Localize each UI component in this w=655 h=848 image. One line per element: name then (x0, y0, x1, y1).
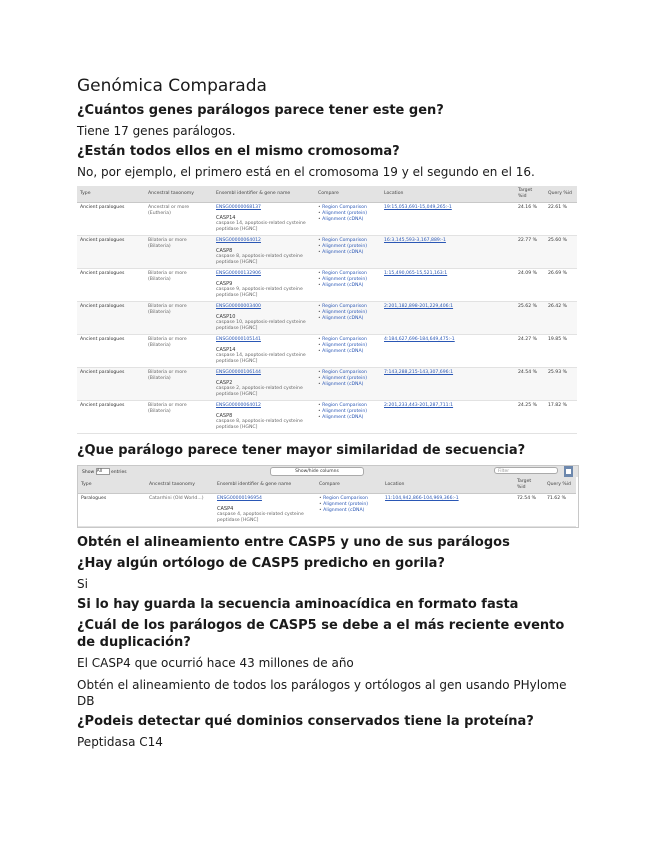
compare-link[interactable]: • Alignment (cDNA) (318, 349, 378, 355)
column-header[interactable]: Query %id (545, 186, 577, 203)
compare-link[interactable]: • Alignment (protein) (318, 244, 378, 250)
gene-name: CASP8 (216, 248, 233, 254)
column-header[interactable]: Ancestral taxonomy (145, 186, 213, 203)
location-link[interactable]: 16:3,145,593-3,167,889:-1 (384, 238, 446, 243)
taxonomy-cell: Bilateria or more (Bilateria) (145, 335, 213, 368)
taxonomy-cell: Bilateria or more (Bilateria) (145, 236, 213, 269)
identifier-cell (213, 269, 315, 302)
document-page (77, 74, 577, 750)
table-row (77, 203, 577, 236)
query-id-cell: 26.69 % (545, 269, 577, 302)
location-link[interactable]: 4:184,627,696-184,649,475:-1 (384, 337, 455, 342)
table-row (77, 401, 577, 434)
gene-name: CASP8 (216, 413, 233, 419)
location-cell (381, 401, 515, 434)
identifier-cell (213, 236, 315, 269)
gene-id-link[interactable]: ENSG00000106144 (216, 370, 261, 375)
target-id-cell: 24.54 % (515, 368, 545, 401)
location-link[interactable]: 7:143,288,215-143,307,696:1 (384, 370, 454, 375)
question-1: ¿Cuántos genes parálogos parece tener este gen? (77, 103, 444, 118)
location-cell (381, 269, 515, 302)
type-cell: Ancient paralogues (77, 269, 145, 302)
query-id-cell: 19.85 % (545, 335, 577, 368)
taxonomy-cell: Bilateria or more (Bilateria) (145, 269, 213, 302)
location-link[interactable]: 11:104,942,866-104,969,366:-1 (385, 496, 459, 501)
compare-link[interactable]: • Region Comparison (318, 304, 378, 310)
compare-link[interactable]: • Alignment (protein) (318, 409, 378, 415)
compare-cell (315, 335, 381, 368)
gene-description: caspase 9, apoptosis-related cysteine peptidase [HGNC] (216, 287, 303, 298)
type-cell: Paralogues (78, 494, 146, 527)
identifier-cell (213, 368, 315, 401)
location-link[interactable]: 2:201,233,443-201,287,711:1 (384, 403, 454, 408)
compare-link[interactable]: • Alignment (cDNA) (318, 250, 378, 256)
compare-link[interactable]: • Alignment (protein) (318, 343, 378, 349)
target-id-cell: 24.09 % (515, 269, 545, 302)
compare-cell (315, 368, 381, 401)
column-header[interactable]: Target %id (515, 186, 545, 203)
table-row (77, 302, 577, 335)
compare-link[interactable]: • Alignment (protein) (318, 376, 378, 382)
question-4: Obtén el alineamiento entre CASP5 y uno de sus parálogos (77, 535, 510, 550)
identifier-cell (213, 335, 315, 368)
compare-cell (315, 236, 381, 269)
gene-name: CASP9 (216, 281, 233, 287)
compare-link[interactable]: • Region Comparison (318, 205, 378, 211)
question-2: ¿Están todos ellos en el mismo cromosoma? (77, 144, 400, 159)
entries-control (82, 468, 127, 475)
identifier-cell (213, 203, 315, 236)
compare-cell (315, 302, 381, 335)
target-id-cell: 25.62 % (515, 302, 545, 335)
taxonomy-cell: Bilateria or more (Bilateria) (145, 401, 213, 434)
table-row (78, 494, 576, 527)
question-5: ¿Hay algún ortólogo de CASP5 predicho en gorila? (77, 556, 445, 571)
column-header[interactable]: Ancestral taxonomy (146, 477, 214, 494)
compare-link[interactable]: • Region Comparison (318, 403, 378, 409)
question-6: Si lo hay guarda la secuencia aminoacídica en formato fasta (77, 597, 519, 612)
taxonomy-cell: Ancestral or more (Eutheria) (145, 203, 213, 236)
entries-suffix: entries (111, 470, 127, 475)
column-header[interactable]: Ensembl identifier & gene name (214, 477, 316, 494)
compare-link[interactable]: • Region Comparison (319, 496, 379, 502)
compare-link[interactable]: • Alignment (protein) (318, 211, 378, 217)
taxonomy-cell: Catarrhini (Old World...) (146, 494, 214, 527)
column-header[interactable]: Type (78, 477, 146, 494)
table-row (77, 368, 577, 401)
question-7: ¿Cuál de los parálogos de CASP5 se debe a el más reciente evento de duplicación? (77, 618, 565, 650)
gene-description: caspase 4, apoptosis-related cysteine peptidase [HGNC] (217, 512, 304, 523)
column-header[interactable]: Ensembl identifier & gene name (213, 186, 315, 203)
gene-description: caspase 14, apoptosis-related cysteine peptidase [HGNC] (216, 221, 306, 232)
table-header-row (77, 186, 577, 203)
compare-link[interactable]: • Region Comparison (318, 271, 378, 277)
compare-link[interactable]: • Alignment (protein) (318, 277, 378, 283)
gene-name: CASP10 (216, 314, 236, 320)
column-header[interactable]: Compare (316, 477, 382, 494)
table-row (77, 335, 577, 368)
target-id-cell: 24.27 % (515, 335, 545, 368)
filter-input[interactable]: Filter (494, 467, 558, 474)
identifier-cell (213, 302, 315, 335)
compare-link[interactable]: • Alignment (protein) (319, 502, 379, 508)
location-cell (381, 236, 515, 269)
compare-link[interactable]: • Region Comparison (318, 337, 378, 343)
compare-link[interactable]: • Alignment (protein) (318, 310, 378, 316)
taxonomy-cell: Bilateria or more (Bilateria) (145, 368, 213, 401)
type-cell: Ancient paralogues (77, 401, 145, 434)
compare-cell (315, 269, 381, 302)
table-header-row (78, 477, 576, 494)
entries-select[interactable]: All (96, 468, 110, 475)
show-label: Show (82, 470, 95, 475)
compare-link[interactable]: • Alignment (cDNA) (319, 508, 379, 514)
type-cell: Ancient paralogues (77, 302, 145, 335)
compare-link[interactable]: • Alignment (cDNA) (318, 316, 378, 322)
answer-7: El CASP4 que ocurrió hace 43 millones de año (77, 656, 354, 670)
gene-name: CASP2 (216, 380, 233, 386)
compare-link[interactable]: • Alignment (cDNA) (318, 382, 378, 388)
compare-cell (315, 401, 381, 434)
identifier-cell (214, 494, 316, 527)
location-cell (381, 368, 515, 401)
query-id-cell: 17.82 % (545, 401, 577, 434)
type-cell: Ancient paralogues (77, 335, 145, 368)
gene-id-link[interactable]: ENSG00000105141 (216, 337, 261, 342)
paralogues-table (77, 186, 577, 434)
target-id-cell: 22.77 % (515, 236, 545, 269)
type-cell: Ancient paralogues (77, 236, 145, 269)
gene-id-link[interactable]: ENSG00000003400 (216, 304, 261, 309)
taxonomy-cell: Bilateria or more (Bilateria) (145, 302, 213, 335)
gene-name: CASP4 (217, 506, 234, 512)
compare-link[interactable]: • Region Comparison (318, 238, 378, 244)
gene-id-link[interactable]: ENSG00000068137 (216, 205, 261, 210)
compare-cell (316, 494, 382, 527)
top-paralogue-grid (78, 477, 576, 527)
column-header[interactable]: Compare (315, 186, 381, 203)
gene-description: caspase 2, apoptosis-related cysteine peptidase [HGNC] (216, 386, 303, 397)
gene-id-link[interactable]: ENSG00000064012 (216, 403, 261, 408)
query-id-cell: 25.93 % (545, 368, 577, 401)
gene-description: caspase 8, apoptosis-related cysteine peptidase [HGNC] (216, 254, 303, 265)
paragraph-8: Obtén el alineamiento de todos los parálogos y ortólogos al gen usando PHylome DB (77, 678, 567, 708)
column-header[interactable]: Location (381, 186, 515, 203)
query-id-cell: 26.42 % (545, 302, 577, 335)
question-9: ¿Podeis detectar qué dominios conservados tiene la proteína? (77, 714, 534, 729)
table-row (77, 236, 577, 269)
compare-link[interactable]: • Alignment (cDNA) (318, 415, 378, 421)
gene-description: caspase 14, apoptosis-related cysteine peptidase [HGNC] (216, 353, 306, 364)
location-cell (381, 335, 515, 368)
location-cell (381, 203, 515, 236)
target-id-cell: 72.54 % (514, 494, 544, 527)
compare-link[interactable]: • Alignment (cDNA) (318, 283, 378, 289)
location-cell (382, 494, 514, 527)
gene-name: CASP14 (216, 347, 236, 353)
identifier-cell (213, 401, 315, 434)
query-id-cell: 25.60 % (545, 236, 577, 269)
location-link[interactable]: 19:15,053,691-15,049,265:-1 (384, 205, 452, 210)
compare-link[interactable]: • Region Comparison (318, 370, 378, 376)
column-header[interactable]: Type (77, 186, 145, 203)
document-title: Genómica Comparada (77, 76, 267, 96)
answer-2: No, por ejemplo, el primero está en el cromosoma 19 y el segundo en el 16. (77, 165, 535, 179)
type-cell: Ancient paralogues (77, 368, 145, 401)
column-header[interactable]: Location (382, 477, 514, 494)
target-id-cell: 24.16 % (515, 203, 545, 236)
location-cell (381, 302, 515, 335)
gene-id-link[interactable]: ENSG00000064012 (216, 238, 261, 243)
answer-1: Tiene 17 genes parálogos. (77, 124, 236, 138)
gene-id-link[interactable]: ENSG00000132906 (216, 271, 261, 276)
compare-link[interactable]: • Alignment (cDNA) (318, 217, 378, 223)
export-icon[interactable] (564, 466, 573, 477)
table-controls (78, 466, 578, 477)
compare-cell (315, 203, 381, 236)
location-link[interactable]: 2:201,182,898-201,229,406:1 (384, 304, 454, 309)
type-cell: Ancient paralogues (77, 203, 145, 236)
query-id-cell: 22.61 % (545, 203, 577, 236)
answer-9: Peptidasa C14 (77, 735, 163, 749)
table-row (77, 269, 577, 302)
target-id-cell: 24.25 % (515, 401, 545, 434)
gene-description: caspase 10, apoptosis-related cysteine peptidase [HGNC] (216, 320, 306, 331)
gene-name: CASP14 (216, 215, 236, 221)
gene-id-link[interactable]: ENSG00000196954 (217, 496, 262, 501)
answer-5: Si (77, 577, 88, 591)
top-paralogue-table (77, 465, 579, 528)
column-header[interactable]: Target %id (514, 477, 544, 494)
gene-description: caspase 8, apoptosis-related cysteine peptidase [HGNC] (216, 419, 303, 430)
question-3: ¿Que parálogo parece tener mayor similaridad de secuencia? (77, 443, 526, 458)
show-hide-columns-button[interactable]: Show/hide columns (270, 467, 364, 476)
query-id-cell: 71.62 % (544, 494, 576, 527)
column-header[interactable]: Query %id (544, 477, 576, 494)
location-link[interactable]: 1:15,490,065-15,521,163:1 (384, 271, 448, 276)
